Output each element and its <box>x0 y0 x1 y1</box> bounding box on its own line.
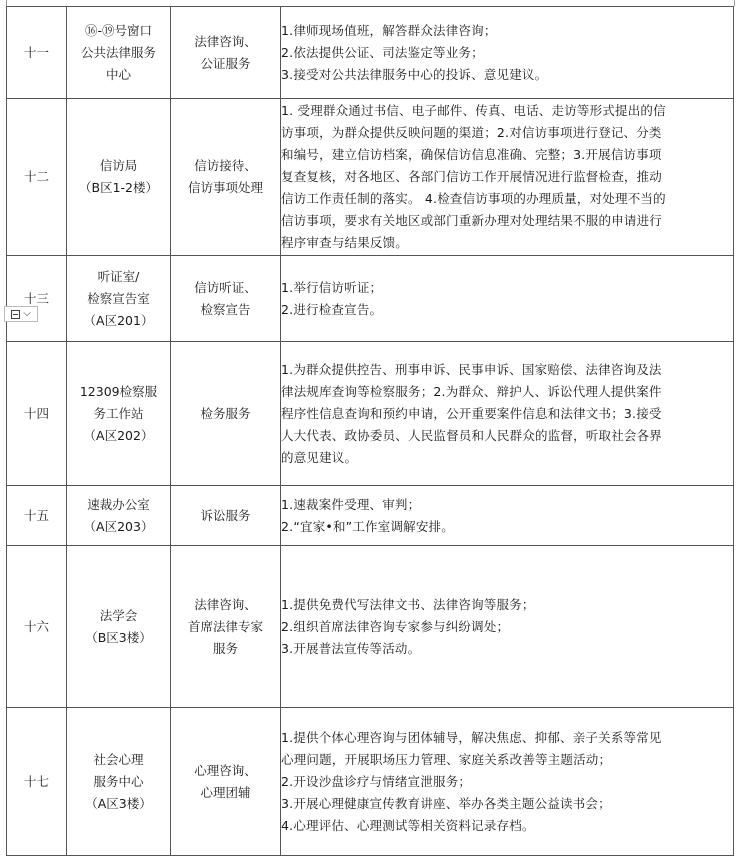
location-line: （B区1-2楼） <box>79 180 158 195</box>
location-line: 12309检察服 <box>79 383 158 399</box>
duty-line: 2.依法提供公证、司法鉴定等业务； <box>281 44 484 60</box>
row-number: 十四 <box>7 342 67 486</box>
table-row <box>7 7 734 99</box>
service-line: 服务 <box>212 640 238 656</box>
location-line: 服务中心 <box>93 773 144 789</box>
service-line: 首席法律专家 <box>187 618 263 634</box>
table-row <box>7 99 734 256</box>
location-line: 中心 <box>105 66 131 82</box>
service-line: 诉讼服务 <box>200 507 251 523</box>
location-cell <box>67 708 171 856</box>
location-cell <box>67 486 171 546</box>
service-cell <box>171 342 281 486</box>
row-number: 十二 <box>7 99 67 256</box>
duties-cell <box>281 99 734 256</box>
location-line: 信访局 <box>99 158 138 173</box>
row-number: 十六 <box>7 546 67 708</box>
service-line: 检务服务 <box>200 405 251 421</box>
duty-line: 1.律师现场值班，解答群众法律咨询； <box>281 22 497 38</box>
table-row-handle[interactable] <box>4 306 38 322</box>
location-line: （A区3楼） <box>85 795 152 811</box>
service-line: 公证服务 <box>200 55 251 71</box>
location-line: 检察宣告室 <box>87 290 150 306</box>
duties-cell <box>281 7 734 99</box>
duty-line: 访事项，为群众提供反映问题的渠道；2.对信访事项进行登记、分类 <box>281 125 662 140</box>
location-cell <box>67 546 171 708</box>
duty-line: 人大代表、政协委员、人民监督员和人民群众的监督，听取社会各界 <box>281 427 663 443</box>
duty-line: 复查复核，对各地区、各部门信访工作开展情况进行监督检查，推动 <box>281 169 663 184</box>
location-line: ⑯-⑲号窗口 <box>84 22 152 38</box>
location-line: （B区3楼） <box>85 629 152 645</box>
table-body <box>7 7 734 856</box>
service-table <box>6 6 734 856</box>
table-row <box>7 546 734 708</box>
duty-line: 程序审查与结果反馈。 <box>281 235 409 250</box>
location-line: 速裁办公室 <box>87 496 150 512</box>
duty-line: 的意见建议。 <box>281 449 358 465</box>
duty-line: 1.举行信访听证； <box>281 279 383 295</box>
location-line: （A区201） <box>83 312 154 328</box>
row-number: 十一 <box>7 7 67 99</box>
table-row <box>7 342 734 486</box>
service-cell <box>171 486 281 546</box>
duty-line: 和编号，建立信访档案，确保信访信息准确、完整；3.开展信访事项 <box>281 147 662 162</box>
duty-line: 3.接受对公共法律服务中心的投诉、意见建议。 <box>281 66 548 82</box>
location-line: （A区203） <box>83 518 154 534</box>
location-line: 听证室/ <box>97 268 140 284</box>
row-number: 十七 <box>7 708 67 856</box>
table-row <box>7 256 734 342</box>
location-cell <box>67 342 171 486</box>
duty-line: 2.开设沙盘诊疗与情绪宣泄服务； <box>281 773 472 789</box>
service-line: 心理咨询、 <box>194 762 257 778</box>
duty-line: 2.进行检查宣告。 <box>281 301 383 317</box>
service-cell <box>171 99 281 256</box>
duty-line: 律法规库查询等检察服务；2.为群众、辩护人、诉讼代理人提供案件 <box>281 383 662 399</box>
service-cell <box>171 708 281 856</box>
row-number: 十五 <box>7 486 67 546</box>
row-number: 十三 <box>7 256 67 342</box>
service-cell <box>171 546 281 708</box>
location-cell <box>67 7 171 99</box>
duty-line: 心理问题，开展职场压力管理、家庭关系改善等主题活动； <box>281 751 612 767</box>
duty-line: 2.“宜家•和”工作室调解安排。 <box>281 518 454 534</box>
service-line: 法律咨询、 <box>194 596 257 612</box>
duty-line: 信访事项，要求有关地区或部门重新办理对处理结果不服的申请进行 <box>281 213 663 228</box>
location-cell <box>67 256 171 342</box>
duties-cell <box>281 546 734 708</box>
location-line: 法学会 <box>99 607 138 623</box>
table-row <box>7 486 734 546</box>
service-line: 信访接待、 <box>194 158 257 173</box>
location-line: 公共法律服务 <box>80 44 156 60</box>
duty-line: 3.开展心理健康宣传教育讲座、举办各类主题公益读书会； <box>281 795 611 811</box>
duty-line: 1.速裁案件受理、审判； <box>281 496 421 512</box>
table-row <box>7 708 734 856</box>
service-line: 心理团辅 <box>200 784 251 800</box>
service-cell <box>171 256 281 342</box>
service-line: 信访听证、 <box>194 279 257 295</box>
location-cell <box>67 99 171 256</box>
duty-line: 4.心理评估、心理测试等相关资料记录存档。 <box>281 817 535 833</box>
chevron-down-icon: ⌵ <box>23 308 31 319</box>
service-line: 法律咨询、 <box>194 33 257 49</box>
duty-line: 1. 受理群众通过书信、电子邮件、传真、电话、走访等形式提出的信 <box>281 103 666 118</box>
service-cell <box>171 7 281 99</box>
location-line: 社会心理 <box>93 751 144 767</box>
duty-line: 信访工作责任制的落实。 4.检查信访事项的办理质量，对处理不当的 <box>281 191 666 206</box>
duties-cell <box>281 342 734 486</box>
duty-line: 1.提供个体心理咨询与团体辅导，解决焦虑、抑郁、亲子关系等常见 <box>281 729 662 745</box>
table-layout-icon <box>11 310 20 319</box>
service-line: 检察宣告 <box>200 301 251 317</box>
location-line: （A区202） <box>83 427 154 443</box>
duty-line: 1.提供免费代写法律文书、法律咨询等服务； <box>281 596 535 612</box>
duties-cell <box>281 486 734 546</box>
duty-line: 程序性信息查询和预约申请，公开重要案件信息和法律文书；3.接受 <box>281 405 662 421</box>
duty-line: 1.为群众提供控告、刑事申诉、民事申诉、国家赔偿、法律咨询及法 <box>281 361 662 377</box>
duty-line: 2.组织首席法律咨询专家参与纠纷调处； <box>281 618 510 634</box>
duties-cell <box>281 256 734 342</box>
location-line: 务工作站 <box>93 405 144 421</box>
duties-cell <box>281 708 734 856</box>
service-line: 信访事项处理 <box>187 180 263 195</box>
duty-line: 3.开展普法宣传等活动。 <box>281 640 421 656</box>
